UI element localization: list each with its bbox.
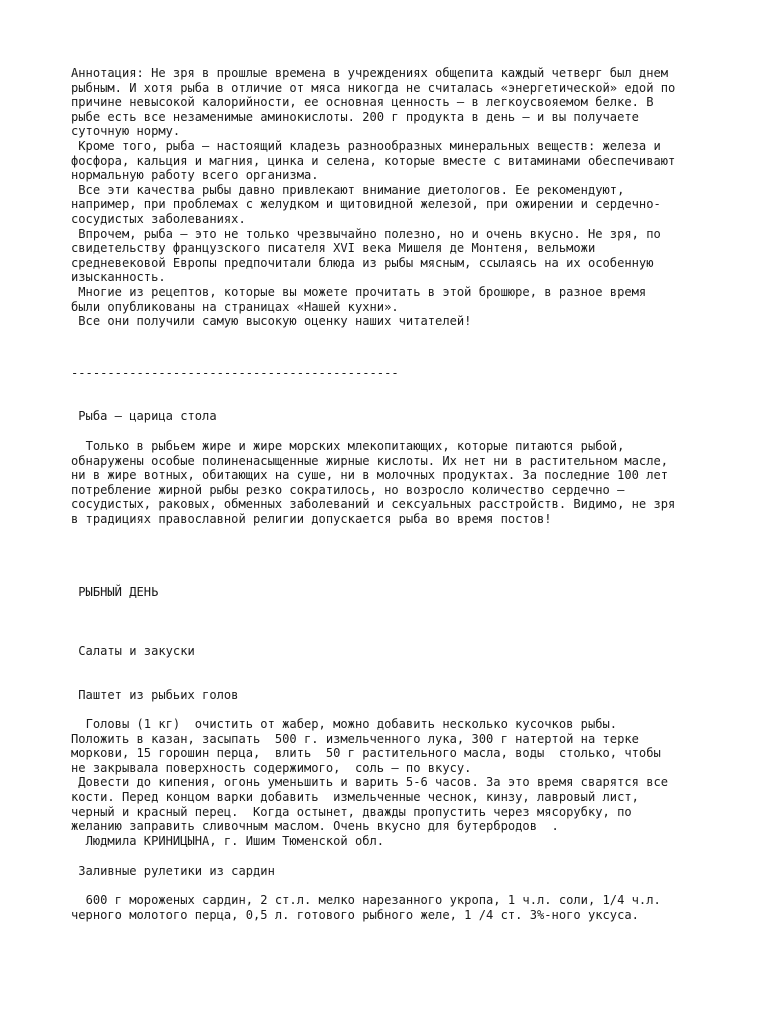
salads-heading: Салаты и закуски: [71, 644, 195, 658]
fish-day-heading: РЫБНЫЙ ДЕНЬ: [71, 585, 159, 599]
section-title-fish: Рыба — царица стола: [71, 409, 217, 423]
section-body-fish: Только в рыбьем жире и жире морских млекопитающих, которые питаются рыбой, обнаружены особые полиненасыщенные жирные кислоты. Их нет ни в растительном масле, ни в жире вотных, обитающих на суше, ни в молочных продуктах. За последние 100 лет потребление жирной рыбы резко сократилось, но возросло количество сердечно — сосудистых, раковых, обменных заболеваний и сексуальных расстройств. Видимо, не зря в традициях православной религии допускается рыба во время постов!: [71, 439, 676, 526]
recipe-title-sardine-rolls: Заливные рулетики из сардин: [71, 864, 275, 878]
section-separator: ---------------------------------------------: [71, 366, 399, 380]
recipe-title-pate: Паштет из рыбьих голов: [71, 688, 239, 702]
recipe-body-sardine-rolls: 600 г мороженых сардин, 2 ст.л. мелко нарезанного укропа, 1 ч.л. соли, 1/4 ч.л. черного молотого перца, 0,5 л. готового рыбного желе, 1 /4 ст. 3%-ного уксуса.: [71, 893, 661, 922]
recipe-body-pate: Головы (1 кг) очистить от жабер, можно добавить несколько кусочков рыбы. Положить в казан, засыпать 500 г. измельченного лука, 300 г натертой на терке моркови, 15 горошин перца, влить 50 г растительного масла, воды столько, чтобы не закрывала поверхность содержимого, соль — по вкусу. Довести до кипения, огонь уменьшить и варить 5-6 часов. За это время сварятся все кости. Перед концом варки добавить измельченные чеснок, кинзу, лавровый лист, черный и красный перец. Когда остынет, дважды пропустить через мясорубку, по желанию заправить сливочным маслом. Очень вкусно для бутербродов . Людмила КРИНИЦЫНА, г. Ишим Тюменской обл.: [71, 717, 669, 848]
annotation-text: Аннотация: Не зря в прошлые времена в учреждениях общепита каждый четверг был днем рыбным. И хотя рыба в отличие от мяса никогда не считалась «энергетической» едой по причине невысокой калорийности, ее основная ценность — в легкоусвояемом белке. В рыбе есть все незаменимые аминокислоты. 200 г продукта в день — и вы получаете суточную норму. Кроме того, рыба — настоящий кладезь разнообразных минеральных веществ: железа и фосфора, кальция и магния, цинка и селена, которые вместе с витаминами обеспечивают нормальную работу всего организма. Все эти качества рыбы давно привлекают внимание диетологов. Ее рекомендуют, например, при проблемах с желудком и щитовидной железой, при ожирении и сердечно- сосудистых заболеваниях. Впрочем, рыба — это не только чрезвычайно полезно, но и очень вкусно. Не зря, по свидетельству французского писателя XVI века Мишеля де Монтеня, вельможи средневековой Европы предпочитали блюда из рыбы мясным, ссылаясь на их особенную изысканность. Многие из рецептов, которые вы можете прочитать в этой брошюре, в разное время были опубликованы на страницах «Нашей кухни». Все они получили самую высокую оценку наших читателей!: [71, 66, 676, 329]
